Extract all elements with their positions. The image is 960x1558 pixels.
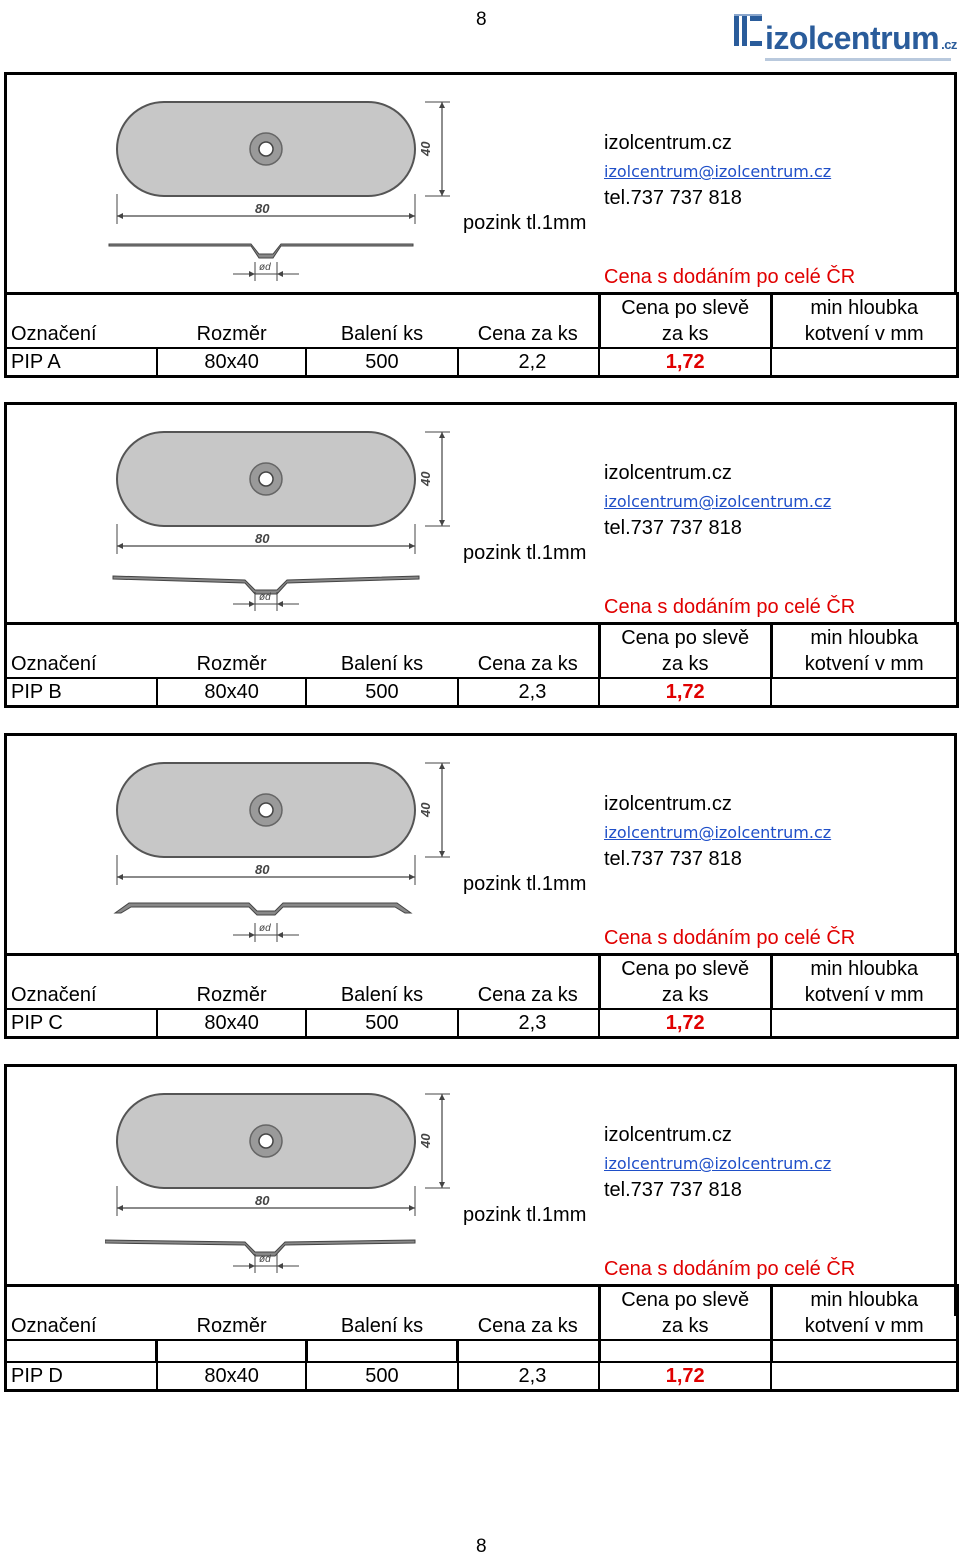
product-package: 500: [306, 1009, 457, 1038]
phone-text: tel.737 737 818: [604, 187, 742, 209]
email-link[interactable]: izolcentrum@izolcentrum.cz: [604, 492, 832, 511]
dim-length-label: 80: [255, 1193, 270, 1208]
plate-hole: [259, 1134, 273, 1148]
col-price: Cena za ks: [477, 1315, 578, 1337]
plate-hole: [259, 472, 273, 486]
material-text: pozink tl.1mm: [463, 212, 587, 234]
table-header-row-2: [6, 321, 958, 348]
table-spacer-row: [6, 1340, 958, 1362]
col-designation: Označení: [6, 651, 157, 678]
email-link[interactable]: izolcentrum@izolcentrum.cz: [604, 1154, 832, 1173]
product-drawing: [105, 747, 460, 942]
logo-mark-icon: [733, 14, 763, 48]
website-text: izolcentrum.cz: [604, 1124, 732, 1146]
plate-side-profile: [115, 903, 411, 915]
product-discount-price: 1,72: [599, 348, 771, 377]
material-text: pozink tl.1mm: [463, 873, 587, 895]
product-name: PIP B: [6, 678, 157, 707]
dim-width-label: 40: [418, 802, 433, 817]
col-discount-top: Cena po slevě: [599, 955, 771, 983]
logo-wordmark: izolcentrum .cz: [765, 20, 957, 56]
dim-diameter-label: ød: [259, 262, 271, 273]
dim-width-label: 40: [418, 471, 433, 486]
phone-text: tel.737 737 818: [604, 517, 742, 539]
plate-drawing-svg: [105, 747, 460, 942]
product-discount-price: 1,72: [599, 1362, 771, 1391]
col-discount-top: Cena po slevě: [599, 624, 771, 652]
product-name: PIP D: [6, 1362, 157, 1391]
price-title: Cena s dodáním po celé ČR: [604, 266, 856, 288]
phone-text: tel.737 737 818: [604, 1179, 742, 1201]
product-discount-price: 1,72: [599, 1009, 771, 1038]
table-header-row-1: [6, 624, 958, 652]
page-number-top: 8: [476, 9, 487, 30]
price-title: Cena s dodáním po celé ČR: [604, 596, 856, 618]
product-depth: [771, 1009, 957, 1038]
table-header-row-2: [6, 651, 958, 678]
col-depth-top: min hloubka: [771, 624, 957, 652]
col-package: Balení ks: [340, 984, 424, 1006]
table-header-row-1: [6, 955, 958, 983]
product-price: 2,3: [458, 1362, 600, 1391]
dim-width-label: 40: [418, 1133, 433, 1148]
dim-length-label: 80: [255, 531, 270, 546]
col-size: Rozměr: [196, 323, 267, 345]
dim-length-label: 80: [255, 862, 270, 877]
website-text: izolcentrum.cz: [604, 132, 732, 154]
price-table: [4, 1284, 959, 1392]
col-size: Rozměr: [196, 1315, 267, 1337]
col-discount-bottom: za ks: [599, 982, 771, 1009]
product-price: 2,3: [458, 678, 600, 707]
material-text: pozink tl.1mm: [463, 542, 587, 564]
izolcentrum-logo: [733, 12, 957, 56]
product-size: 80x40: [157, 1362, 306, 1391]
price-title: Cena s dodáním po celé ČR: [604, 1258, 856, 1280]
product-name: PIP A: [6, 348, 157, 377]
material-text: pozink tl.1mm: [463, 1204, 587, 1226]
col-package: Balení ks: [340, 323, 424, 345]
table-row: [6, 1009, 958, 1038]
product-package: 500: [306, 678, 457, 707]
product-drawing: [105, 86, 460, 281]
logo-underline: [765, 58, 951, 61]
col-package: Balení ks: [340, 653, 424, 675]
col-discount-top: Cena po slevě: [599, 1286, 771, 1314]
product-size: 80x40: [157, 678, 306, 707]
plate-hole: [259, 142, 273, 156]
col-depth-bottom: kotvení v mm: [771, 1313, 957, 1340]
product-size: 80x40: [157, 1009, 306, 1038]
col-price: Cena za ks: [477, 653, 578, 675]
col-discount-bottom: za ks: [599, 321, 771, 348]
plate-drawing-svg: [105, 416, 460, 611]
email-link[interactable]: izolcentrum@izolcentrum.cz: [604, 823, 832, 842]
col-depth-top: min hloubka: [771, 955, 957, 983]
plate-drawing-svg: [105, 86, 460, 281]
col-price: Cena za ks: [477, 323, 578, 345]
email-link[interactable]: izolcentrum@izolcentrum.cz: [604, 162, 832, 181]
col-discount-top: Cena po slevě: [599, 294, 771, 322]
col-depth-bottom: kotvení v mm: [771, 982, 957, 1009]
dim-diameter-label: ød: [259, 923, 271, 934]
product-name: PIP C: [6, 1009, 157, 1038]
col-size: Rozměr: [196, 653, 267, 675]
col-designation: Označení: [6, 982, 157, 1009]
product-depth: [771, 348, 957, 377]
website-text: izolcentrum.cz: [604, 793, 732, 815]
col-size: Rozměr: [196, 984, 267, 1006]
page-number-bottom: 8: [476, 1536, 487, 1557]
price-title: Cena s dodáním po celé ČR: [604, 927, 856, 949]
plate-drawing-svg: [105, 1078, 460, 1273]
table-header-row-2: [6, 982, 958, 1009]
product-drawing: [105, 416, 460, 611]
price-table: [4, 622, 959, 708]
dim-width-label: 40: [418, 141, 433, 156]
table-header-row-1: [6, 1286, 958, 1314]
col-depth-bottom: kotvení v mm: [771, 321, 957, 348]
plate-side-profile: [109, 244, 413, 258]
plate-hole: [259, 803, 273, 817]
col-depth-top: min hloubka: [771, 1286, 957, 1314]
product-package: 500: [306, 1362, 457, 1391]
product-price: 2,2: [458, 348, 600, 377]
product-package: 500: [306, 348, 457, 377]
product-size: 80x40: [157, 348, 306, 377]
website-text: izolcentrum.cz: [604, 462, 732, 484]
table-row: [6, 348, 958, 377]
table-header-row-1: [6, 294, 958, 322]
price-table: [4, 292, 959, 378]
phone-text: tel.737 737 818: [604, 848, 742, 870]
dim-length-label: 80: [255, 201, 270, 216]
dim-diameter-label: ød: [259, 592, 271, 603]
dim-diameter-label: ød: [259, 1254, 271, 1265]
col-price: Cena za ks: [477, 984, 578, 1006]
price-table: [4, 953, 959, 1039]
col-discount-bottom: za ks: [599, 651, 771, 678]
col-designation: Označení: [6, 1313, 157, 1340]
col-depth-bottom: kotvení v mm: [771, 651, 957, 678]
col-package: Balení ks: [340, 1315, 424, 1337]
table-header-row-2: [6, 1313, 958, 1340]
col-discount-bottom: za ks: [599, 1313, 771, 1340]
product-drawing: [105, 1078, 460, 1273]
col-depth-top: min hloubka: [771, 294, 957, 322]
product-depth: [771, 1362, 957, 1391]
table-row: [6, 1362, 958, 1391]
product-depth: [771, 678, 957, 707]
product-price: 2,3: [458, 1009, 600, 1038]
product-discount-price: 1,72: [599, 678, 771, 707]
col-designation: Označení: [6, 321, 157, 348]
table-row: [6, 678, 958, 707]
